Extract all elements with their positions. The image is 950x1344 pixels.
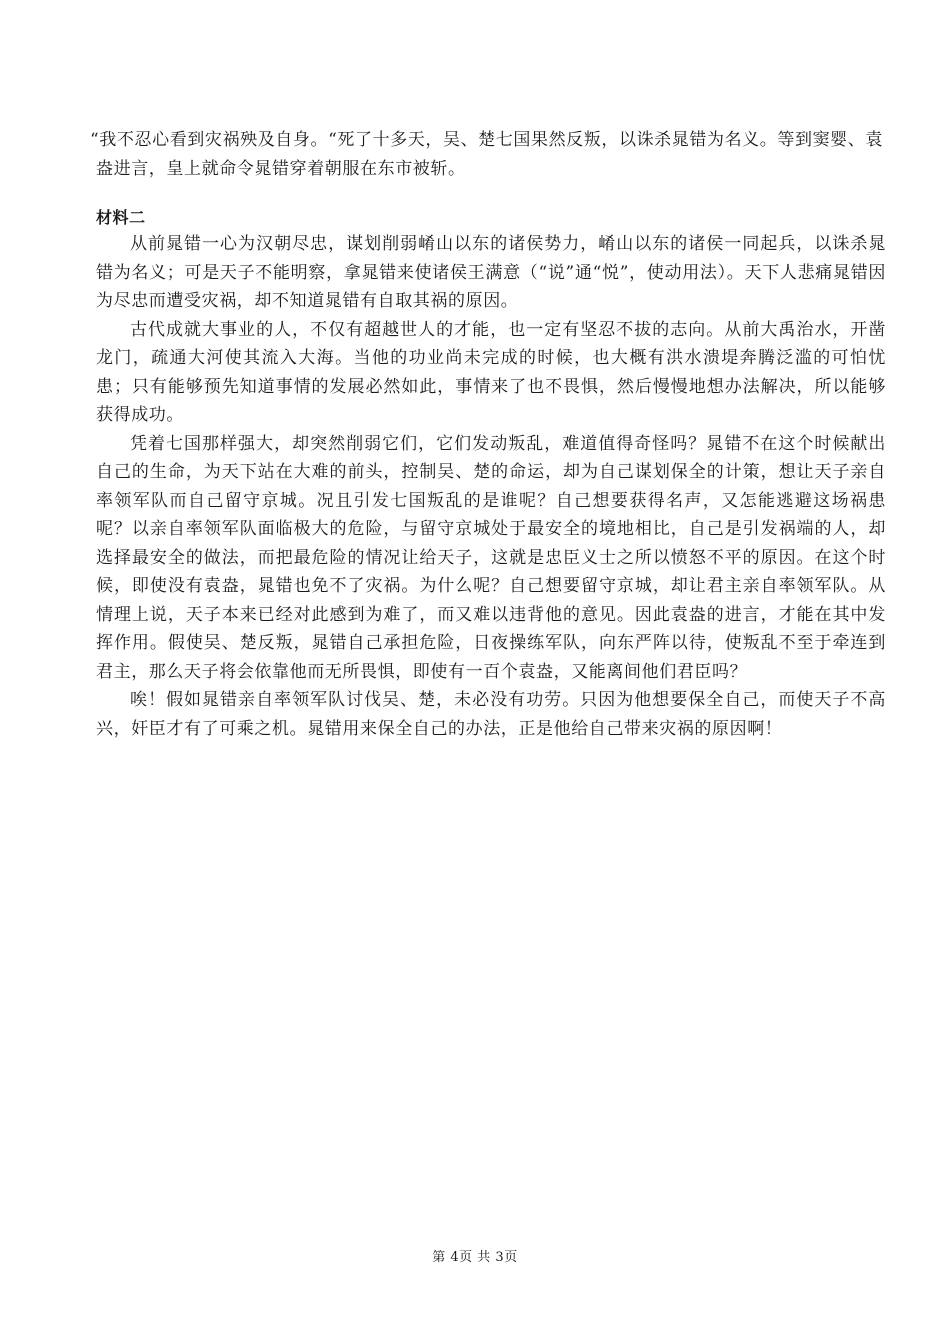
paragraph: 唉！假如晁错亲自率领军队讨伐吴、楚，未必没有功劳。只因为他想要保全自己，而使天子不高兴，奸臣才有了可乘之机。晁错用来保全自己的办法，正是他给自己带来灾祸的原因啊！ <box>96 690 886 739</box>
section-body <box>96 230 886 743</box>
intro-block <box>90 126 886 183</box>
page-number-footer: 第 4页 共 3页 <box>432 1250 518 1265</box>
section-title: 材料二 <box>96 208 146 227</box>
paragraph: 古代成就大事业的人，不仅有超越世人的才能，也一定有坚忍不拔的志向。从前大禹治水，开凿龙门，疏通大河使其流入大海。当他的功业尚未完成的时候，也大概有洪水溃堤奔腾泛滥的可怕忧患；只有能够预先知道事情的发展必然如此，事情来了也不畏惧，然后慢慢地想办法解决，所以能够获得成功。 <box>96 319 886 425</box>
intro-paragraph: “我不忍心看到灾祸殃及自身。“死了十多天，吴、楚七国果然反叛，以诛杀晁错为名义。等到窦婴、袁盎进言，皇上就命令晁错穿着朝服在东市被斩。 <box>90 130 883 179</box>
paragraph: 从前晁错一心为汉朝尽忠，谋划削弱崤山以东的诸侯势力，崤山以东的诸侯一同起兵，以诛杀晁错为名义；可是天子不能明察，拿晁错来使诸侯王满意（“说”通“悦”，使动用法）。天下人悲痛晁错因为尽忠而遭受灾祸，却不知道晁错有自取其祸的原因。 <box>96 234 886 311</box>
paragraph: 凭着七国那样强大，却突然削弱它们，它们发动叛乱，难道值得奇怪吗？晁错不在这个时候献出自己的生命，为天下站在大难的前头，控制吴、楚的命运，却为自己谋划保全的计策，想让天子亲自率领军队而自己留守京城。况且引发七国叛乱的是谁呢？自己想要获得名声，又怎能逃避这场祸患呢？以亲自率领军队面临极大的危险，与留守京城处于最安全的境地相比，自己是引发祸端的人，却选择最安全的做法，而把最危险的情况让给天子，这就是忠臣义士之所以愤怒不平的原因。在这个时候，即使没有袁盎，晁错也免不了灾祸。为什么呢？自己想要留守京城，却让君主亲自率领军队。从情理上说，天子本来已经对此感到为难了，而又难以违背他的意见。因此袁盎的进言，才能在其中发挥作用。假使吴、楚反叛，晁错自己承担危险，日夜操练军队，向东严阵以待，使叛乱不至于牵连到君主，那么天子将会依靠他而无所畏惧，即使有一百个袁盎，又能离间他们君臣吗？ <box>96 433 886 682</box>
